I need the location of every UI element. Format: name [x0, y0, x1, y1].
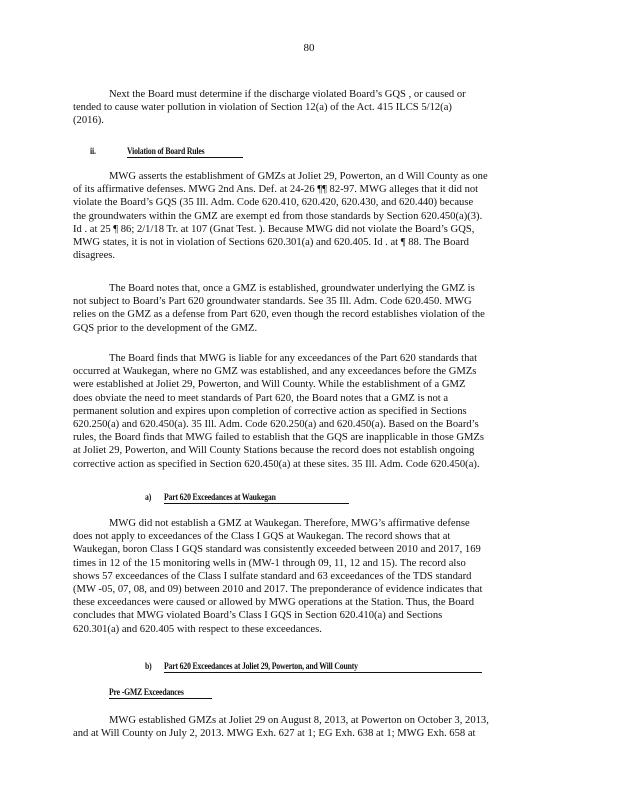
text-line: rules, the Board finds that MWG failed to establish that the GQS are inapplicable in those GMZs: [73, 432, 485, 444]
text-line: these exceedances were caused or allowed by MWG operations at the Station. Thus, the Board: [73, 597, 475, 609]
section-heading-violation: Violation of Board Rules: [127, 146, 205, 156]
text-line: MWG established GMZs at Joliet 29 on August 8, 2013, at Powerton on October 3, 2013,: [109, 715, 489, 726]
text-line: occurred at Waukegan, where no GMZ was established, and any exceedances before the GMZs: [73, 366, 477, 378]
text-line: shows 57 exceedances of the Class I sulfate standard and 63 exceedances of the TDS standard: [73, 570, 472, 582]
text-line: violate the Board’s GQS (35 Ill. Adm. Code 620.410, 620.420, 620.430, and 620.440) because: [73, 197, 474, 209]
text-line: corrective action as specified in Section 620.450(a) at these sites. 35 Ill. Adm. Code 620.450(a).: [73, 458, 480, 470]
text-line: MWG states, it is not in violation of Sections 620.301(a) and 620.405. Id . at ¶ 88. The Board: [73, 237, 469, 249]
subsection-heading-waukegan: Part 620 Exceedances at Waukegan: [164, 492, 276, 502]
text-line: the groundwaters within the GMZ are exempt ed from those standards by Section 620.450(a)(3).: [73, 210, 483, 222]
text-line: 620.250(a) and 620.450(a). 35 Ill. Adm. Code 620.250(a) and 620.450(a). Based on the Board’s: [73, 419, 479, 431]
text-line: does obviate the need to meet standards of Part 620, the Board notes that a GMZ is not a: [73, 392, 449, 404]
text-line: (2016).: [73, 115, 104, 127]
text-line: times in 12 of the 15 monitoring wells in (MW-1 through 09, 11, 12 and 15). The record also: [73, 557, 466, 569]
text-line: MWG did not establish a GMZ at Waukegan. Therefore, MWG’s affirmative defense: [109, 518, 470, 529]
heading-underline: [164, 503, 349, 504]
heading-underline: [127, 157, 243, 158]
text-line: GQS prior to the development of the GMZ.: [73, 322, 258, 334]
paragraph-mwg-asserts: [73, 170, 543, 262]
text-line: disagrees.: [73, 250, 116, 262]
text-line: does not apply to exceedances of the Class I GQS at Waukegan. The record shows that at: [73, 531, 451, 543]
text-line: Id . at 25 ¶ 86; 2/1/18 Tr. at 107 (Gnat Test. ). Because MWG did not violate the Board’s GQS,: [73, 223, 475, 235]
text-line: concludes that MWG violated Board’s Class I GQS in Section 620.410(a) and Sections: [73, 610, 443, 622]
text-line: (MW -05, 07, 08, and 09) between 2010 and 2017. The preponderance of evidence indicates that: [73, 584, 483, 596]
paragraph-board-finds: [73, 352, 543, 471]
subheading-pre-gmz-exceedances: Pre -GMZ Exceedances: [109, 687, 184, 697]
text-line: The Board finds that MWG is liable for any exceedances of the Part 620 standards that: [109, 353, 478, 364]
subsection-numeral-b: b): [145, 661, 152, 671]
text-line: permanent solution and expires upon completion of corrective action as specified in Sections: [73, 405, 467, 417]
subsection-heading-joliet-powerton-will: Part 620 Exceedances at Joliet 29, Powerton, and Will County: [164, 661, 358, 671]
paragraph-discharge-intro: [73, 88, 543, 128]
text-line: of its affirmative defenses. MWG 2nd Ans. Def. at 24-26 ¶¶ 82-97. MWG alleges that it did not: [73, 184, 479, 196]
heading-underline: [164, 672, 482, 673]
text-line: and at Will County on July 2, 2013. MWG Exh. 627 at 1; EG Exh. 638 at 1; MWG Exh. 658 at: [73, 728, 476, 740]
text-line: tended to cause water pollution in violation of Section 12(a) of the Act. 415 ILCS 5/12(a): [73, 102, 452, 114]
text-line: The Board notes that, once a GMZ is established, groundwater underlying the GMZ is: [109, 283, 475, 294]
text-line: 620.301(a) and 620.405 with respect to these exceedances.: [73, 623, 322, 635]
paragraph-gmz-dates: [73, 714, 543, 740]
paragraph-board-notes: [73, 282, 543, 335]
heading-underline: [109, 698, 212, 699]
subsection-numeral-a: a): [145, 492, 152, 502]
text-line: not subject to Board’s Part 620 groundwater standards. See 35 Ill. Adm. Code 620.450. MWG: [73, 296, 472, 308]
section-numeral-ii: ii.: [90, 146, 96, 156]
text-line: at Joliet 29, Powerton, and Will County Stations because the record does not establish ongoing: [73, 445, 475, 457]
text-line: MWG asserts the establishment of GMZs at Joliet 29, Powerton, an d Will County as one: [109, 171, 488, 182]
page-number: 80: [303, 42, 315, 54]
text-line: Waukegan, boron Class I GQS standard was consistently exceeded between 2010 and 2017, 169: [73, 544, 481, 556]
text-line: Next the Board must determine if the discharge violated Board’s GQS , or caused or: [109, 89, 466, 100]
text-line: were established at Joliet 29, Powerton, and Will County. While the establishment of a GMZ: [73, 379, 466, 391]
text-line: relies on the GMZ as a defense from Part 620, even though the record establishes violation of the: [73, 309, 485, 321]
paragraph-waukegan: [73, 517, 543, 636]
